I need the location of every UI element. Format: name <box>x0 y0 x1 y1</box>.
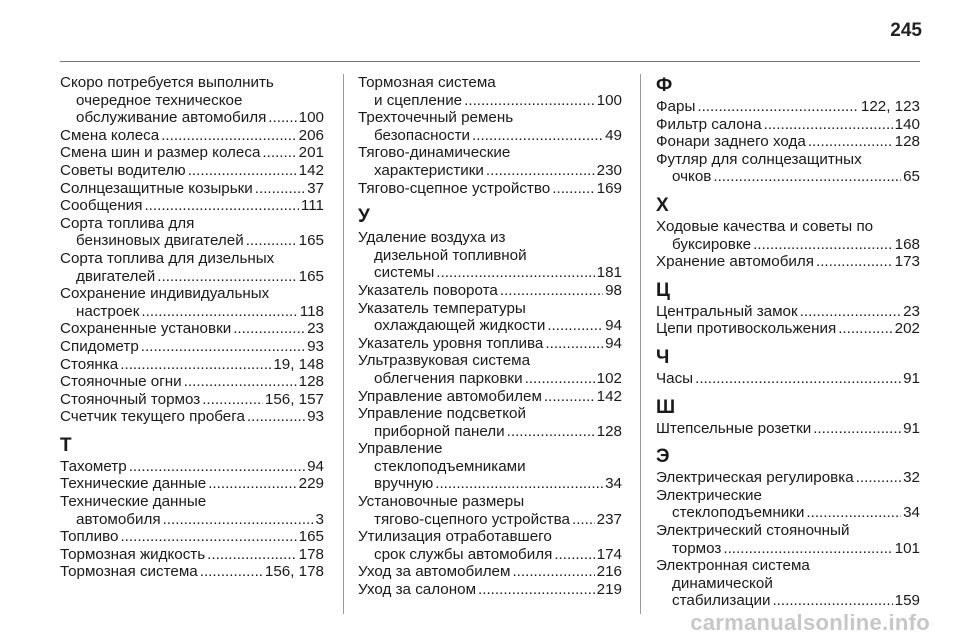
index-entry-pages: 165 <box>298 528 324 546</box>
index-entry <box>60 458 324 476</box>
index-entry-pages: 216 <box>596 563 622 581</box>
column-divider <box>640 74 641 614</box>
index-entry-text: Удаление воздуха из <box>358 229 506 247</box>
index-entry-text: автомобиля <box>76 510 161 528</box>
index-entry-pages: 101 <box>894 539 920 557</box>
index-entry-pages: 37 <box>307 179 324 197</box>
index-entry-pages: 94 <box>605 334 622 352</box>
watermark: carmanualsonline.info <box>690 610 930 635</box>
index-entry <box>60 391 324 409</box>
dot-leader <box>507 423 595 441</box>
index-entry <box>358 440 622 493</box>
index-entry <box>60 338 324 356</box>
index-entry-pages: 122, 123 <box>860 98 920 115</box>
index-entry-text: Фары <box>656 98 696 115</box>
index-entry-text: Управление подсветкой <box>358 405 526 423</box>
dot-leader <box>545 335 603 353</box>
index-entry-pages: 102 <box>596 369 622 387</box>
index-entry-pages: 94 <box>307 457 324 475</box>
dot-leader <box>856 469 901 487</box>
index-entry <box>60 408 324 426</box>
index-letter-heading: Ч <box>656 346 670 368</box>
index-entry-text: очков <box>672 168 712 186</box>
index-entry-text: Смена колеса <box>60 126 160 144</box>
index-entry-pages: 165 <box>298 232 324 250</box>
index-entry <box>60 215 324 250</box>
index-entry-pages: 118 <box>299 302 324 320</box>
index-entry-text: Сорта топлива для <box>60 214 195 232</box>
index-entry-text: Технические данные <box>60 475 207 493</box>
index-entry-text: Футляр для солнцезащитных <box>656 150 862 168</box>
index-entry <box>656 133 920 151</box>
index-entry-pages: 140 <box>894 115 920 133</box>
dot-leader <box>120 356 271 374</box>
index-entry <box>656 320 920 338</box>
dot-leader <box>816 253 893 271</box>
index-entry-text: Скоро потребуется выполнить <box>60 74 274 91</box>
index-entry-text: очередное техническое <box>76 91 243 109</box>
index-entry-pages: 100 <box>596 91 622 109</box>
index-entry-pages: 23 <box>307 320 324 338</box>
index-entry-pages: 91 <box>903 369 920 387</box>
dot-leader <box>808 133 893 151</box>
dot-leader <box>247 408 305 426</box>
index-entry <box>358 563 622 581</box>
index-letter-heading: Э <box>656 446 670 468</box>
dot-leader <box>120 528 296 546</box>
index-entry-text: Установочные размеры <box>358 493 525 511</box>
dot-leader <box>262 144 296 162</box>
index-entry-pages: 49 <box>605 126 622 144</box>
index-entry <box>358 388 622 406</box>
index-entry-text: стабилизации <box>672 592 771 610</box>
index-entry <box>656 253 920 271</box>
index-entry-pages: 169 <box>596 179 622 197</box>
index-entry-text: приборной панели <box>374 422 505 440</box>
index-entry-pages: 32 <box>903 469 920 487</box>
index-entry-text: Ультразвуковая система <box>358 352 531 370</box>
dot-leader <box>188 162 297 180</box>
index-entry <box>60 144 324 162</box>
dot-leader <box>723 540 892 558</box>
dot-leader <box>713 168 901 186</box>
index-entry-text: Указатель поворота <box>358 281 498 299</box>
dot-leader <box>202 391 263 409</box>
index-entry-pages: 237 <box>596 510 622 528</box>
index-column-2 <box>358 74 622 599</box>
index-entry <box>358 300 622 335</box>
index-entry-text: Ходовые качества и советы по <box>656 217 874 235</box>
dot-leader <box>544 388 595 406</box>
index-entry-text: буксировке <box>672 235 752 253</box>
index-entry-pages: 142 <box>298 161 324 179</box>
index-entry <box>358 229 622 282</box>
dot-leader <box>464 92 595 110</box>
index-entry-text: Топливо <box>60 528 119 546</box>
index-letter-heading: Т <box>60 434 72 456</box>
page-number: 245 <box>890 20 922 41</box>
index-entry-text: Спидометр <box>60 337 139 355</box>
index-entry-pages: 201 <box>298 144 324 162</box>
index-entry-pages: 181 <box>596 264 622 282</box>
dot-leader <box>436 264 594 282</box>
index-entry <box>60 320 324 338</box>
dot-leader <box>268 109 296 127</box>
index-column-3 <box>656 74 920 610</box>
index-entry-text: тормоз <box>672 539 722 557</box>
index-entry-text: Утилизация отработавшего <box>358 528 552 546</box>
index-entry-pages: 3 <box>315 510 324 528</box>
index-entry-text: настроек <box>76 302 140 320</box>
index-entry-text: Стоянка <box>60 355 119 373</box>
dot-leader <box>129 458 305 476</box>
dot-leader <box>525 370 595 388</box>
index-letter-heading: У <box>358 206 370 228</box>
index-entry-text: Указатель температуры <box>358 299 526 317</box>
index-letter-heading: Ц <box>656 279 670 301</box>
index-entry-text: Сохраненные установки <box>60 320 232 338</box>
index-entry-pages: 91 <box>903 419 920 437</box>
index-entry-text: Смена шин и размер колеса <box>60 144 261 162</box>
dot-leader <box>806 504 901 522</box>
index-entry <box>656 420 920 438</box>
index-entry-text: двигателей <box>76 267 156 285</box>
index-entry-text: тягово-сцепного устройства <box>374 510 570 528</box>
dot-leader <box>233 320 305 338</box>
index-entry <box>60 528 324 546</box>
dot-leader <box>472 127 603 145</box>
index-entry-text: Тягово-сцепное устройство <box>358 179 551 197</box>
index-entry-text: Счетчик текущего пробега <box>60 408 245 426</box>
index-entry-text: Уход за автомобилем <box>358 563 511 581</box>
index-entry-text: Сообщения <box>60 197 143 215</box>
index-entry-pages: 168 <box>894 235 920 253</box>
index-entry-pages: 206 <box>298 126 324 144</box>
index-entry-pages: 19, 148 <box>273 355 324 373</box>
dot-leader <box>547 317 603 335</box>
index-entry-text: Электрическая регулировка <box>656 469 854 487</box>
index-entry-text: Советы водителю <box>60 161 186 179</box>
dot-leader <box>184 373 297 391</box>
index-entry-text: Тормозная система <box>358 74 496 91</box>
index-entry-text: характеристики <box>374 161 484 179</box>
index-entry <box>358 109 622 144</box>
index-entry <box>60 162 324 180</box>
index-entry-text: и сцепление <box>374 91 463 109</box>
index-entry-text: Технические данные <box>60 493 207 511</box>
index-entry <box>60 74 324 127</box>
dot-leader <box>161 127 296 145</box>
index-entry-text: Тормозная жидкость <box>60 545 206 563</box>
index-entry-text: Фонари заднего хода <box>656 133 806 151</box>
index-entry <box>656 469 920 487</box>
index-entry-pages: 34 <box>903 504 920 522</box>
index-entry-pages: 93 <box>307 337 324 355</box>
index-entry-pages: 94 <box>605 317 622 335</box>
index-entry-pages: 34 <box>605 475 622 493</box>
dot-leader <box>200 563 263 581</box>
index-column-1 <box>60 74 324 581</box>
dot-leader <box>207 546 296 564</box>
index-entry <box>60 546 324 564</box>
index-letter-heading: Ф <box>656 75 673 96</box>
index-entry <box>358 528 622 563</box>
index-entry-pages: 156, 157 <box>264 390 324 408</box>
index-entry-pages: 174 <box>596 545 622 563</box>
header-rule <box>60 61 920 62</box>
dot-leader <box>813 420 901 438</box>
index-entry <box>656 370 920 388</box>
index-entry <box>60 250 324 285</box>
index-entry <box>60 373 324 391</box>
dot-leader <box>141 303 297 321</box>
index-entry-text: стеклоподъемники <box>672 504 805 522</box>
index-entry-text: безопасности <box>374 126 471 144</box>
index-entry-text: стеклоподъемниками <box>374 457 526 475</box>
index-entry <box>656 116 920 134</box>
index-entry-text: Фильтр салона <box>656 115 762 133</box>
index-entry-text: вручную <box>374 475 434 493</box>
index-entry <box>656 487 920 522</box>
index-entry <box>656 557 920 610</box>
index-entry-text: Центральный замок <box>656 302 798 320</box>
index-entry-text: динамической <box>672 574 773 592</box>
index-entry-text: облегчения парковки <box>374 369 523 387</box>
index-entry-pages: 156, 178 <box>264 563 324 581</box>
index-entry-text: Стояночные огни <box>60 373 182 391</box>
dot-leader <box>552 180 594 198</box>
dot-leader <box>554 546 594 564</box>
index-letter-heading: Х <box>656 194 669 216</box>
index-entry-pages: 230 <box>596 161 622 179</box>
index-entry-text: Электронная система <box>656 557 810 575</box>
index-entry-pages: 202 <box>894 320 920 338</box>
index-entry <box>358 493 622 528</box>
index-entry <box>358 352 622 387</box>
index-entry <box>656 303 920 321</box>
index-entry-text: срок службы автомобиля <box>374 545 553 563</box>
index-entry <box>60 285 324 320</box>
index-entry-text: Сохранение индивидуальных <box>60 285 270 303</box>
index-entry-text: Штепсельные розетки <box>656 419 812 437</box>
index-entry <box>60 180 324 198</box>
index-entry <box>358 180 622 198</box>
index-entry <box>358 144 622 179</box>
dot-leader <box>486 162 595 180</box>
index-entry <box>656 218 920 253</box>
index-entry <box>656 98 920 116</box>
index-entry <box>358 581 622 599</box>
index-entry-pages: 128 <box>298 373 324 391</box>
index-entry-text: Тягово-динамические <box>358 144 511 162</box>
index-entry-pages: 93 <box>307 408 324 426</box>
dot-leader <box>838 320 892 338</box>
index-entry-text: охлаждающей жидкости <box>374 317 546 335</box>
column-divider <box>343 74 344 614</box>
dot-leader <box>435 475 603 493</box>
index-entry-pages: 219 <box>596 581 622 599</box>
index-entry <box>60 127 324 145</box>
dot-leader <box>572 511 595 529</box>
index-entry-text: системы <box>374 264 435 282</box>
index-entry <box>358 282 622 300</box>
index-entry-pages: 229 <box>298 475 324 493</box>
dot-leader <box>478 581 595 599</box>
dot-leader <box>141 338 305 356</box>
index-entry <box>656 522 920 557</box>
index-entry-text: Цепи противоскольжения <box>656 320 837 338</box>
index-entry-text: Тахометр <box>60 457 127 475</box>
index-entry <box>656 151 920 186</box>
index-entry-text: Указатель уровня топлива <box>358 334 544 352</box>
dot-leader <box>772 592 892 610</box>
index-entry-pages: 65 <box>903 168 920 186</box>
index-entry <box>60 563 324 581</box>
dot-leader <box>500 282 603 300</box>
index-entry-pages: 165 <box>298 267 324 285</box>
index-entry-text: Тормозная система <box>60 563 198 581</box>
index-entry-text: дизельной топливной <box>374 246 527 264</box>
index-entry <box>60 493 324 528</box>
index-entry-text: обслуживание автомобиля <box>76 109 267 127</box>
index-entry <box>60 475 324 493</box>
index-entry <box>60 197 324 215</box>
index-entry-text: Управление автомобилем <box>358 387 542 405</box>
index-entry-text: бензиновых двигателей <box>76 232 244 250</box>
index-entry-text: Хранение автомобиля <box>656 253 814 271</box>
index-entry-pages: 98 <box>605 281 622 299</box>
index-entry <box>358 405 622 440</box>
index-entry-text: Электрический стояночный <box>656 521 850 539</box>
index-entry <box>60 356 324 374</box>
index-entry-pages: 159 <box>894 592 920 610</box>
dot-leader <box>255 180 305 198</box>
dot-leader <box>157 268 296 286</box>
index-entry-pages: 173 <box>894 253 920 271</box>
index-entry-pages: 23 <box>903 302 920 320</box>
index-entry-pages: 100 <box>298 109 324 127</box>
index-entry-pages: 128 <box>894 133 920 151</box>
dot-leader <box>800 303 901 321</box>
dot-leader <box>764 116 893 134</box>
index-entry-text: Уход за салоном <box>358 581 477 599</box>
dot-leader <box>208 475 296 493</box>
index-entry-pages: 142 <box>596 387 622 405</box>
dot-leader <box>695 370 901 388</box>
dot-leader <box>512 563 594 581</box>
dot-leader <box>697 98 859 116</box>
dot-leader <box>753 236 893 254</box>
index-entry-text: Солнцезащитные козырьки <box>60 179 253 197</box>
index-entry <box>358 335 622 353</box>
dot-leader <box>163 511 314 529</box>
index-entry-text: Управление <box>358 440 443 458</box>
index-entry <box>358 74 622 109</box>
index-entry-text: Электрические <box>656 486 762 504</box>
index-entry-pages: 178 <box>298 545 324 563</box>
dot-leader <box>246 232 297 250</box>
index-entry-pages: 128 <box>596 422 622 440</box>
index-entry-text: Сорта топлива для дизельных <box>60 249 275 267</box>
dot-leader <box>144 197 298 215</box>
index-entry-pages: 111 <box>300 197 324 215</box>
index-entry-text: Стояночный тормоз <box>60 390 201 408</box>
index-entry-text: Часы <box>656 369 694 387</box>
index-entry-text: Трехточечный ремень <box>358 109 514 127</box>
index-letter-heading: Ш <box>656 396 676 418</box>
